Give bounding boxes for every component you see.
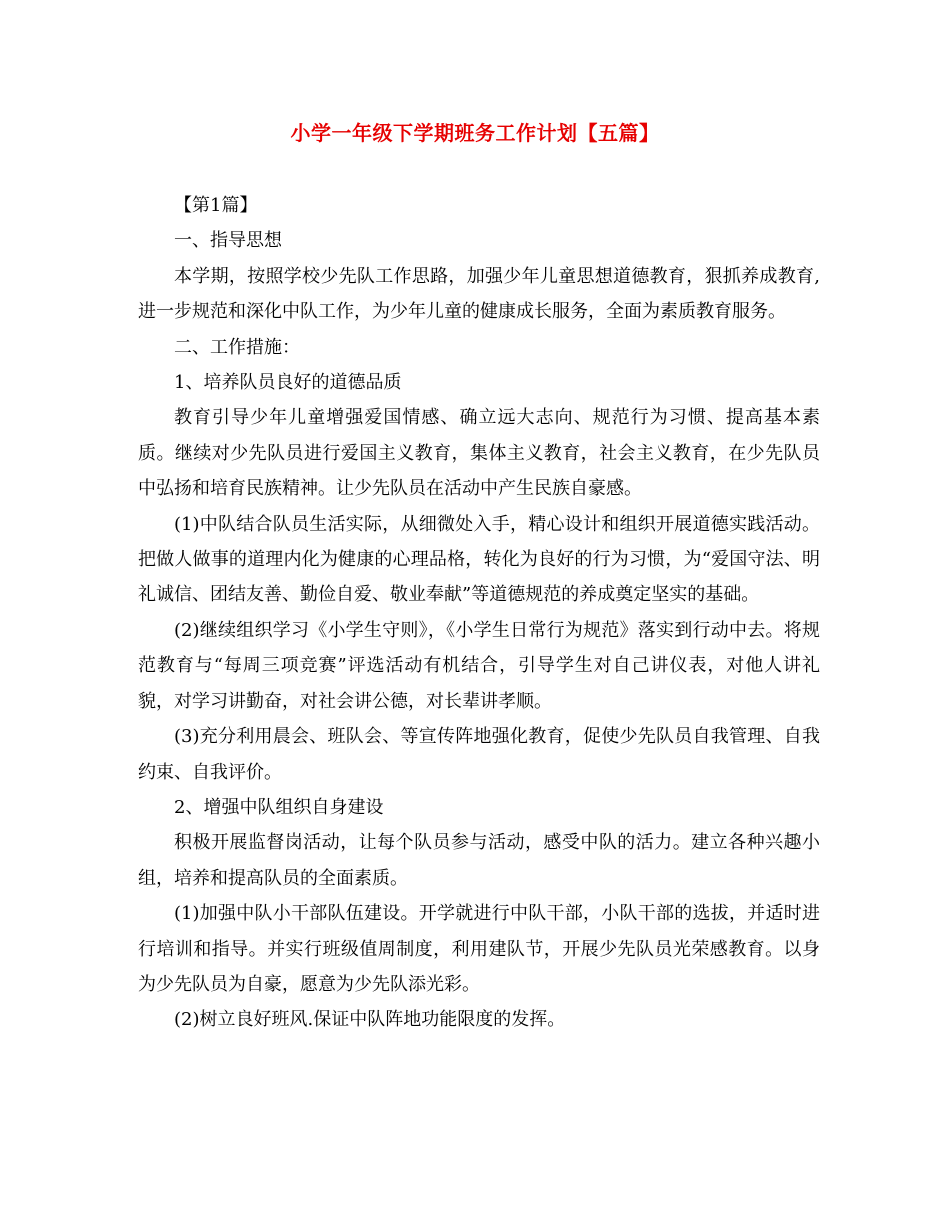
section-heading: 【第1篇】 xyxy=(174,195,258,216)
paragraph: 本学期，按照学校少先队工作思路，加强少年儿童思想道德教育，狠抓养成教育,进一步规范和深化中队工作，为少年儿童的健康成长服务，全面为素质教育服务。 xyxy=(138,265,820,323)
subheading: 2、增强中队组织自身建设 xyxy=(174,796,384,818)
paragraph: (1)中队结合队员生活实际，从细微处入手，精心设计和组织开展道德实践活动。把做人做事的道理内化为健康的心理品格，转化为良好的行为习惯，为“爱国守法、明礼诚信、团结友善、勤俭自爱、敬业奉献”等道德规范的养成奠定坚实的基础。 xyxy=(138,513,820,606)
paragraph: 教育引导少年儿童增强爱国情感、确立远大志向、规范行为习惯、提高基本素质。继续对少先队员进行爱国主义教育，集体主义教育，社会主义教育，在少先队员中弘扬和培育民族精神。让少先队员在活动中产生民族自豪感。 xyxy=(138,407,820,500)
paragraph: (1)加强中队小干部队伍建设。开学就进行中队干部，小队干部的选拔，并适时进行培训和指导。并实行班级值周制度，利用建队节，开展少先队员光荣感教育。以身为少先队员为自豪，愿意为少先队添光彩。 xyxy=(138,903,820,995)
subheading: 一、指导思想 xyxy=(174,230,282,252)
paragraph: (3)充分利用晨会、班队会、等宣传阵地强化教育，促使少先队员自我管理、自我约束、自我评价。 xyxy=(138,726,820,783)
subheading: 1、培养队员良好的道德品质 xyxy=(174,372,402,394)
document-body xyxy=(138,188,820,1038)
paragraph: 积极开展监督岗活动，让每个队员参与活动，感受中队的活力。建立各种兴趣小组，培养和提高队员的全面素质。 xyxy=(138,832,820,889)
paragraph: (2)继续组织学习《小学生守则》，《小学生日常行为规范》落实到行动中去。将规范教育与“每周三项竞赛”评选活动有机结合，引导学生对自己讲仪表，对他人讲礼貌，对学习讲勤奋，对社会讲公德，对长辈讲孝顺。 xyxy=(138,619,820,712)
paragraph: (2)树立良好班风.保证中队阵地功能限度的发挥。 xyxy=(174,1009,566,1031)
document-title: 小学一年级下学期班务工作计划【五篇】 xyxy=(290,121,660,145)
subheading: 二、工作措施： xyxy=(174,336,300,358)
